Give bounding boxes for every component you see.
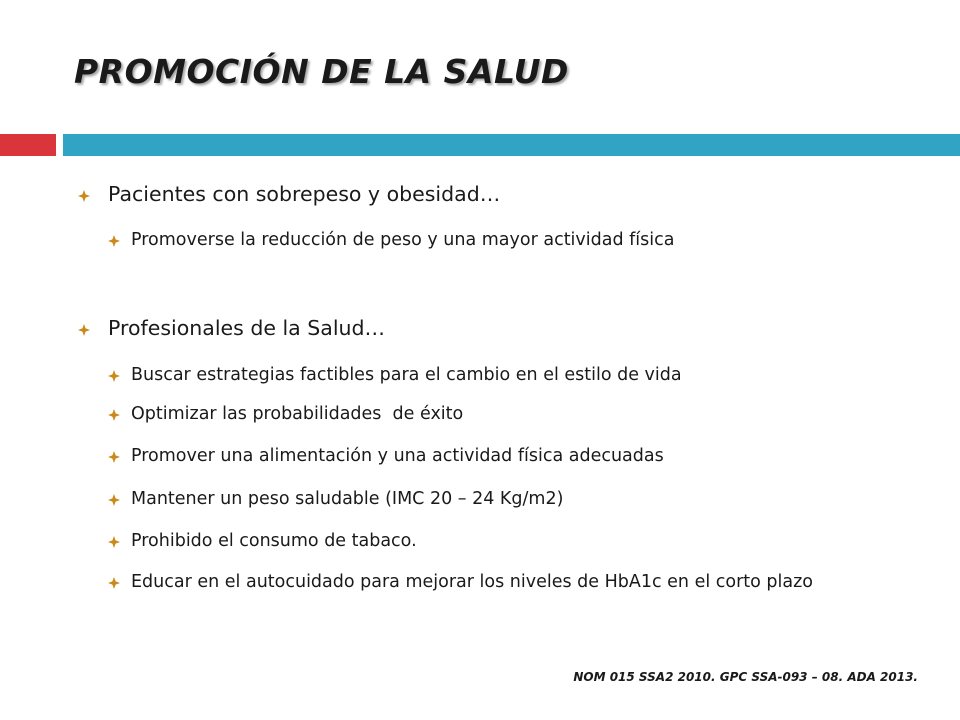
list-item: Educar en el autocuidado para mejorar los niveles de HbA1c en el corto plazo [108,567,888,598]
diamond-bullet-icon [108,494,120,506]
list-item: Prohibido el consumo de tabaco. [108,526,888,557]
diamond-bullet-icon [78,190,90,202]
accent-bar-blue [63,134,960,156]
list-item: Promover una alimentación y una actividad física adecuadas [108,441,888,472]
diamond-bullet-icon [108,451,120,463]
list-item: Optimizar las probabilidades de éxito [108,399,888,430]
source-citation: NOM 015 SSA2 2010. GPC SSA-093 – 08. ADA 2013. [573,670,918,684]
list-item: Mantener un peso saludable (IMC 20 – 24 Kg/m2) [108,484,888,515]
section-heading: Profesionales de la Salud… [78,316,385,340]
list-item: Buscar estrategias factibles para el cambio en el estilo de vida [108,360,888,391]
diamond-bullet-icon [108,370,120,382]
accent-bar-red [0,134,56,156]
diamond-bullet-icon [108,235,120,247]
diamond-bullet-icon [108,536,120,548]
list-item: Promoverse la reducción de peso y una mayor actividad física [108,225,888,256]
section-heading: Pacientes con sobrepeso y obesidad… [78,182,500,206]
diamond-bullet-icon [108,409,120,421]
diamond-bullet-icon [108,577,120,589]
slide-title: PROMOCIÓN DE LA SALUD [74,52,569,91]
diamond-bullet-icon [78,324,90,336]
